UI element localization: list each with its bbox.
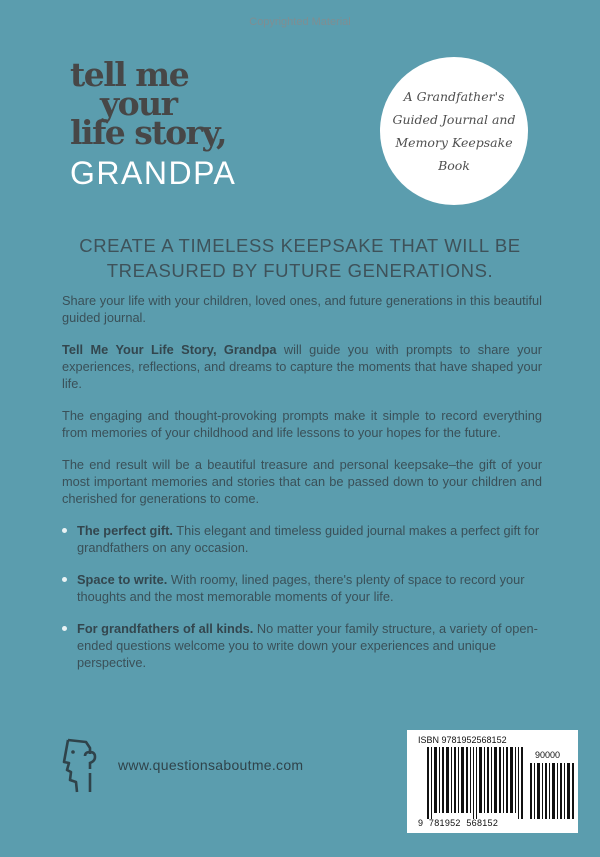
- bullet-icon: [62, 577, 67, 582]
- badge-line: A Grandfather's: [403, 89, 505, 104]
- website-link[interactable]: www.questionsaboutme.com: [118, 757, 304, 773]
- paragraph-bold: Tell Me Your Life Story, Grandpa: [62, 342, 277, 357]
- subtitle-badge: [380, 57, 528, 205]
- bullet-icon: [62, 528, 67, 533]
- description-body: [62, 292, 542, 686]
- barcode-bars-price: [530, 763, 574, 819]
- paragraph: [62, 407, 542, 441]
- paragraph-text: The engaging and thought-provoking prompts make it simple to record everything from memories of your childhood and life lessons to your hopes for the future.: [62, 408, 542, 440]
- feature-text: This elegant and timeless guided journal makes a perfect gift for grandfathers on any occasion.: [77, 523, 540, 555]
- paragraph-text: The end result will be a beautiful treasure and personal keepsake–the gift of your most important memories and stories that can be passed down to your children and cherished for generations to come.: [62, 457, 542, 506]
- headline-line-2: TREASURED BY FUTURE GENERATIONS.: [106, 260, 494, 281]
- badge-line: Memory Keepsake: [395, 135, 513, 150]
- feature-title: For grandfathers of all kinds.: [77, 621, 254, 636]
- paragraph-text: will guide you with prompts to share your experiences, reflections, and dreams to capture the moments that have shaped your life.: [62, 342, 542, 391]
- paragraph-text: Share your life with your children, loved ones, and future generations in this beautiful guided journal.: [62, 293, 542, 325]
- copyright-watermark: Copyrighted Material: [249, 16, 351, 28]
- title-name: GRANDPA: [70, 155, 237, 191]
- headline: [40, 233, 560, 283]
- book-title: [70, 55, 237, 192]
- feature-item: [62, 620, 542, 671]
- feature-item: [62, 522, 542, 556]
- barcode-bars-main: [427, 747, 523, 819]
- paragraph: [62, 292, 542, 326]
- title-line-2: your: [100, 84, 177, 123]
- title-line-3: life story,: [70, 113, 226, 152]
- paragraph: [62, 456, 542, 507]
- paragraph: [62, 341, 542, 392]
- barcode-digits: 9 781952 568152: [418, 818, 499, 828]
- badge-text: [389, 85, 519, 177]
- title-line-1: tell me: [70, 55, 189, 94]
- feature-text: With roomy, lined pages, there's plenty of space to record your thoughts and the most memorable moments of your life.: [77, 572, 525, 604]
- bullet-icon: [62, 626, 67, 631]
- feature-item: [62, 571, 542, 605]
- badge-line: Book: [438, 158, 470, 173]
- feature-text: No matter your family structure, a variety of open-ended questions welcome you to write down your experiences and unique perspective.: [77, 621, 538, 670]
- feature-title: The perfect gift.: [77, 523, 173, 538]
- feature-list: [62, 522, 542, 671]
- badge-line: Guided Journal and: [392, 112, 516, 127]
- headline-line-1: CREATE A TIMELESS KEEPSAKE THAT WILL BE: [79, 235, 521, 256]
- feature-title: Space to write.: [77, 572, 168, 587]
- title-serif: [70, 55, 236, 152]
- isbn-label: ISBN 9781952568152: [418, 735, 507, 745]
- head-question-icon: [60, 734, 100, 794]
- price-code: 90000: [535, 750, 561, 760]
- isbn-barcode: [407, 730, 578, 833]
